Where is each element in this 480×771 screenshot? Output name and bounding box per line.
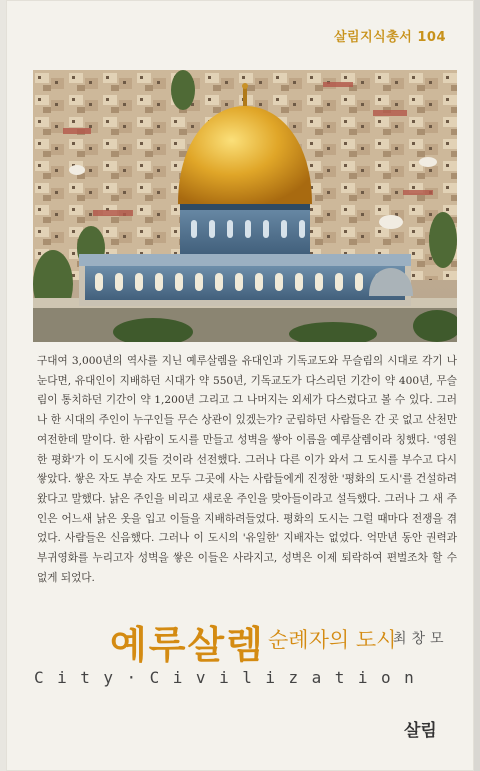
series-label: 살림지식총서 104 xyxy=(333,30,446,45)
book-subtitle: 순례자의 도시 xyxy=(268,628,397,652)
book-title: 예루살렘 xyxy=(110,623,265,667)
series-name: City·Civilization xyxy=(34,668,428,687)
intro-paragraph xyxy=(37,352,457,588)
intro-text: 구대여 3,000년의 역사를 지닌 예루살렘을 유대인과 기독교도와 무슬림의 시대로 각기 나눈다면, 유대인이 지배하던 시대가 약 550년, 기독교도가 다스리던 기간이 약 400년, 무슬림이 통치하던 기간이 약 1,200년 그리고 그 나머지는 외세가 다스렸다고 볼 수 있다. 그러나 한 시대의 주인이 누구인들 무슨 상관이 있겠는가? 군림하던 사람들은 간 곳 없고 산천만 여전한데 말이다. 한 사람이 도시를 만들고 성벽을 쌓아 이름을 예루살렘이라 칭했다. '영원한 평화'가 이 도시에 깃들 것이라 선전했다. 그러나 다른 이가 와서 그 도시를 부수고 다시 쌓았다. 쌓은 자도 부순 자도 모두 그곳에 사는 사람들에게 진정한 '평화의 도시'를 건설하려 왔다고 말했다. 낡은 주인을 비리고 새로운 주인을 맞아들이라고 설득했다. 그러나 그 새 주인은 어느새 낡은 옷을 입고 이들을 지배하려들었다. 평화의 도시는 그럴 때마다 전쟁을 겪었다. 사람들은 신음했다. 그러나 이 도시의 '유일한' 지배자는 없었다. 억만년 동안 권력과 부귀영화를 누리고자 성벽을 쌓은 이들은 사라지고, 성벽은 이제 퇴락하여 편벌조차 할 수 없게 되었다. xyxy=(37,355,457,584)
author-name: 최창모 xyxy=(393,631,449,647)
cover-photo-dome-of-the-rock xyxy=(33,70,457,342)
publisher-logo: 살림 xyxy=(404,721,437,741)
book-cover xyxy=(6,0,474,771)
